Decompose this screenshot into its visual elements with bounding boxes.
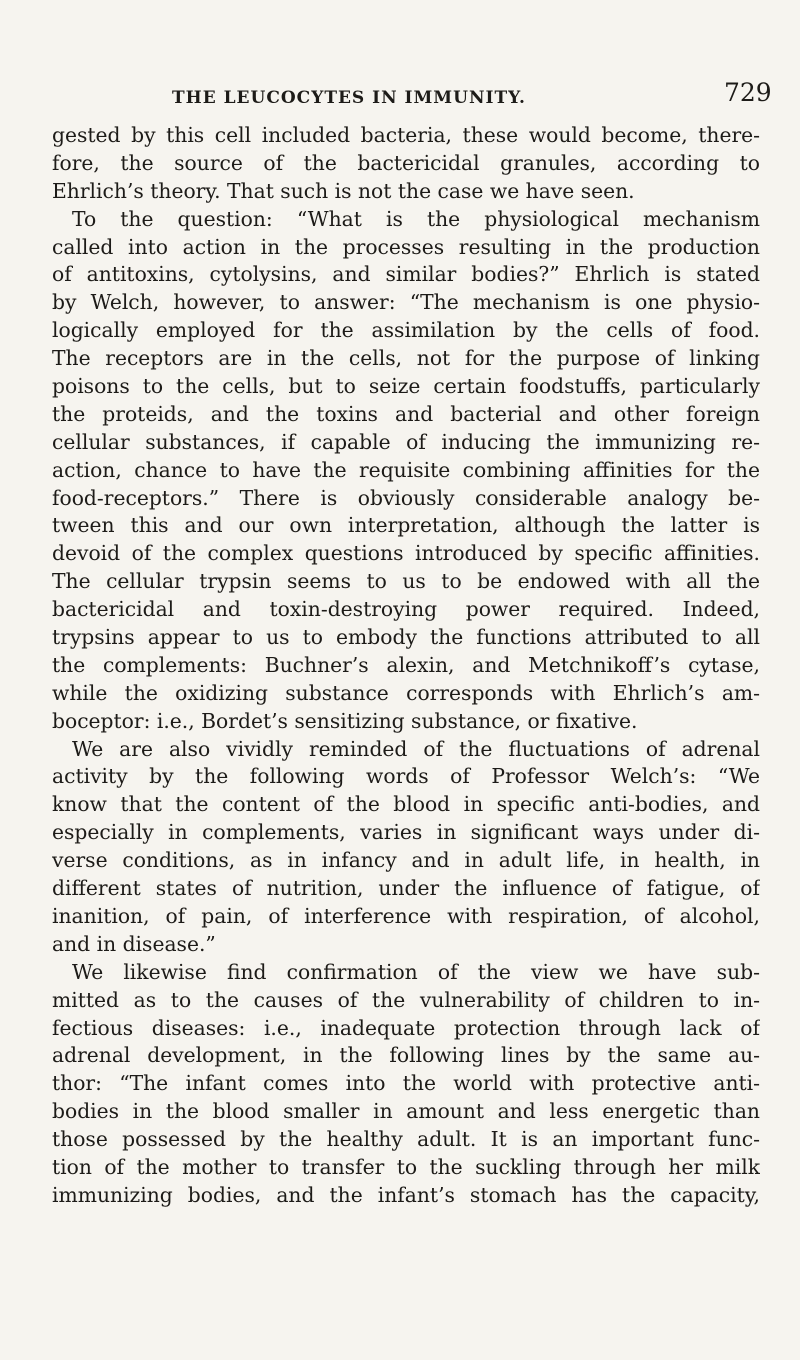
text-line: The receptors are in the cells, not for the purpose of linking — [52, 346, 760, 371]
text-line: The cellular trypsin seems to us to be endowed with all the — [52, 569, 760, 594]
text-line: boceptor: i.e., Bordet’s sensitizing substance, or fixative. — [52, 708, 638, 733]
text-line: Ehrlich’s theory. That such is not the case we have seen. — [52, 178, 635, 203]
page-number: 729 — [724, 78, 772, 107]
text-line: called into action in the processes resulting in the production — [52, 234, 760, 259]
text-line: while the oxidizing substance corresponds with Ehrlich’s am- — [52, 680, 760, 705]
text-line: fore, the source of the bactericidal granules, according to — [52, 150, 760, 175]
text-line: different states of nutrition, under the influence of fatigue, of — [52, 876, 760, 901]
page-header — [0, 76, 800, 116]
text-line: To the question: “What is the physiological mechanism — [72, 206, 760, 231]
text-line: fectious diseases: i.e., inadequate protection through lack of — [52, 1015, 760, 1040]
text-line: verse conditions, as in infancy and in adult life, in health, in — [52, 848, 760, 873]
text-line: logically employed for the assimilation by the cells of food. — [52, 318, 760, 343]
text-line: We are also vividly reminded of the fluctuations of adrenal — [72, 736, 760, 761]
text-line: the proteids, and the toxins and bacterial and other foreign — [52, 401, 760, 426]
text-line: food-receptors.” There is obviously considerable analogy be- — [52, 485, 760, 510]
running-head: THE LEUCOCYTES IN IMMUNITY. — [172, 88, 526, 108]
text-line: know that the content of the blood in specific anti-bodies, and — [52, 792, 760, 817]
text-line: tion of the mother to transfer to the suckling through her milk — [52, 1154, 760, 1179]
text-line: by Welch, however, to answer: “The mechanism is one physio- — [52, 290, 760, 315]
text-line: the complements: Buchner’s alexin, and Metchnikoff’s cytase, — [52, 652, 760, 677]
text-line: especially in complements, varies in significant ways under di- — [52, 820, 760, 845]
text-line: adrenal development, in the following lines by the same au- — [52, 1043, 760, 1068]
text-line: mitted as to the causes of the vulnerability of children to in- — [52, 987, 760, 1012]
text-line: poisons to the cells, but to seize certain foodstuffs, particularly — [52, 374, 760, 399]
text-line: immunizing bodies, and the infant’s stomach has the capacity, — [52, 1182, 760, 1207]
text-line: action, chance to have the requisite combining affinities for the — [52, 457, 760, 482]
text-line: and in disease.” — [52, 931, 216, 956]
text-line: gested by this cell included bacteria, these would become, there- — [52, 123, 760, 147]
text-line: tween this and our own interpretation, although the latter is — [52, 513, 760, 538]
text-line: cellular substances, if capable of inducing the immunizing re- — [52, 429, 760, 454]
text-line: devoid of the complex questions introduced by specific affinities. — [52, 541, 760, 566]
text-line: thor: “The infant comes into the world with protective anti- — [52, 1071, 760, 1096]
text-line: We likewise find confirmation of the view we have sub- — [72, 959, 760, 984]
body-text — [52, 122, 760, 1210]
text-line: trypsins appear to us to embody the functions attributed to all — [52, 625, 760, 650]
text-line: activity by the following words of Professor Welch’s: “We — [52, 764, 760, 789]
text-line: inanition, of pain, of interference with respiration, of alcohol, — [52, 903, 760, 928]
text-line: bactericidal and toxin-destroying power required. Indeed, — [52, 597, 760, 622]
text-line: bodies in the blood smaller in amount and less energetic than — [52, 1099, 760, 1124]
text-line: those possessed by the healthy adult. It is an important func- — [52, 1127, 760, 1152]
text-line: of antitoxins, cytolysins, and similar bodies?” Ehrlich is stated — [52, 262, 760, 287]
